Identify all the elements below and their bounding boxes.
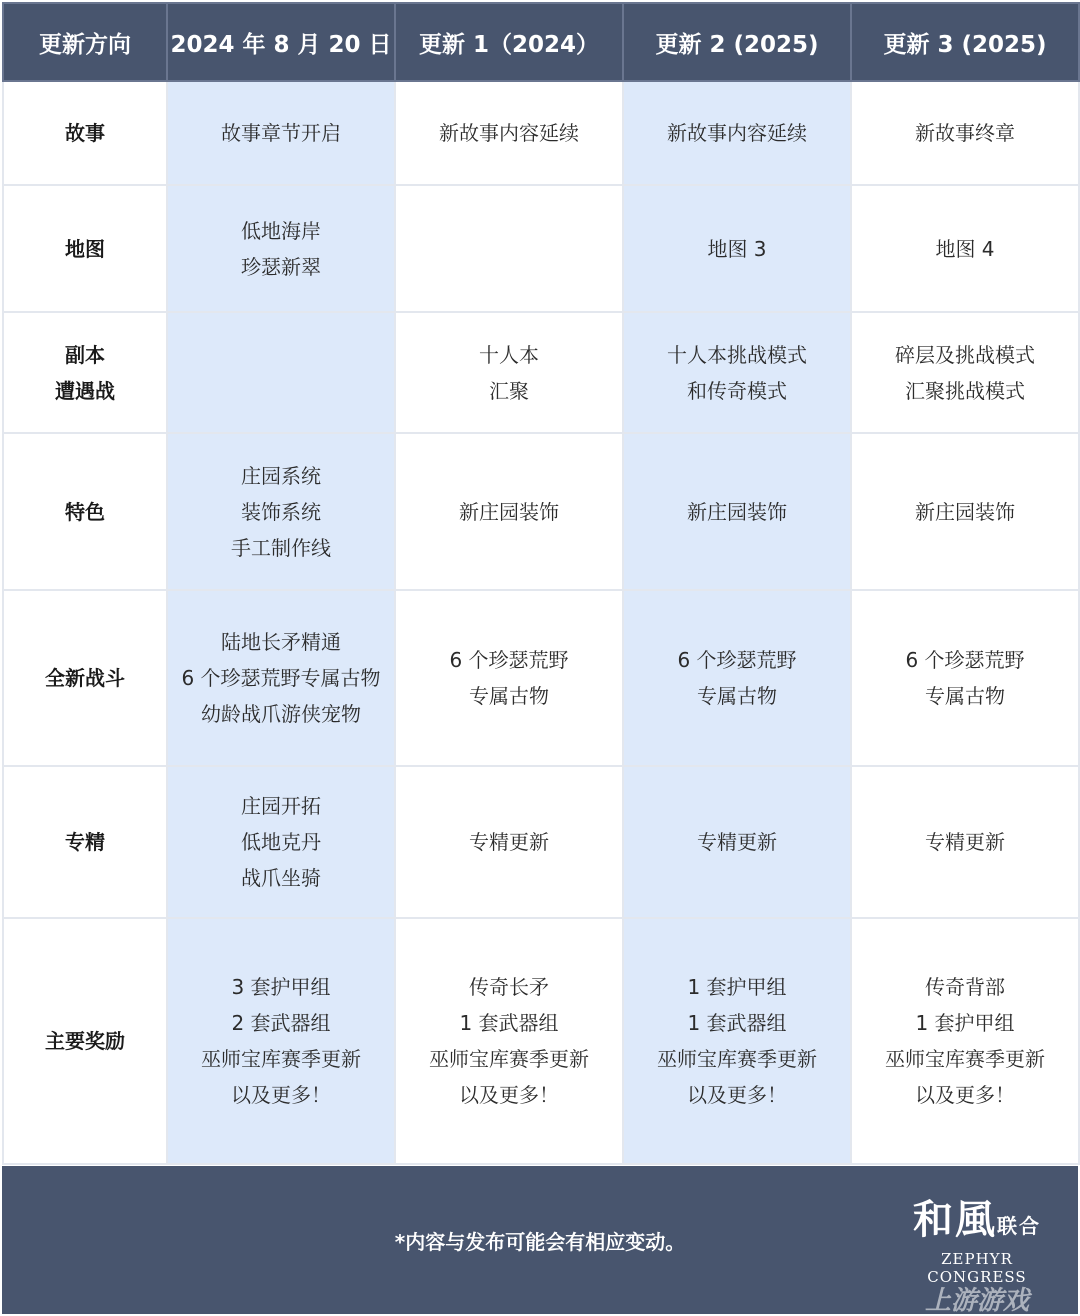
table-cell-launch — [167, 185, 395, 312]
cell-line: 3 套护甲组 — [231, 975, 331, 999]
cell-line: 地图 3 — [707, 236, 767, 261]
table-cell-update-2 — [623, 766, 851, 918]
table-cell-update-1 — [395, 81, 623, 185]
cell-line: 庄园系统 — [241, 463, 321, 488]
header-update-direction: 更新方向 — [3, 3, 167, 81]
footer-bar — [2, 1166, 1078, 1314]
cell-line: 汇聚 — [489, 378, 529, 403]
cell-line: 专精更新 — [469, 830, 549, 854]
table-cell-update-1 — [395, 918, 623, 1164]
cell-line: 全新战斗 — [45, 666, 125, 690]
cell-line: 新庄园装饰 — [915, 499, 1015, 524]
cell-line: 2 套武器组 — [231, 1011, 331, 1035]
table-row — [3, 918, 1079, 1164]
table-cell-launch — [167, 81, 395, 185]
table-cell-update-3 — [851, 312, 1079, 433]
table-cell-launch — [167, 766, 395, 918]
table-cell-update-1 — [395, 312, 623, 433]
cell-line: 专属古物 — [469, 684, 549, 708]
disclaimer-note: *内容与发布可能会有相应变动。 — [394, 1230, 686, 1254]
cell-line: 专精 — [65, 830, 105, 854]
cell-line: 幼龄战爪游侠宠物 — [201, 702, 361, 726]
cell-line: 巫师宝库赛季更新 — [429, 1047, 589, 1071]
cell-line: 专属古物 — [925, 684, 1005, 708]
cell-line: 1 套武器组 — [459, 1011, 559, 1035]
row-category-label — [3, 918, 167, 1164]
table-cell-launch — [167, 312, 395, 433]
table-cell-update-3 — [851, 766, 1079, 918]
table-row — [3, 766, 1079, 918]
cell-line: 1 套武器组 — [687, 1011, 787, 1035]
cell-line: 新庄园装饰 — [459, 499, 559, 524]
cell-line: 新故事内容延续 — [667, 121, 807, 145]
cell-line: 传奇长矛 — [469, 975, 549, 999]
cell-line: 新庄园装饰 — [687, 499, 787, 524]
cell-line: 以及更多！ — [915, 1083, 1015, 1107]
cell-line: 专精更新 — [697, 830, 777, 854]
cell-line: 1 套护甲组 — [687, 975, 787, 999]
table-cell-update-3 — [851, 590, 1079, 766]
row-category-label — [3, 312, 167, 433]
table-cell-update-3 — [851, 81, 1079, 185]
table-header — [3, 3, 1079, 81]
cell-line: 新故事终章 — [915, 121, 1015, 145]
header-update-2: 更新 2 (2025) — [623, 3, 851, 81]
cell-line: 低地克丹 — [241, 830, 321, 854]
table-body — [3, 81, 1079, 1164]
table-cell-update-3 — [851, 433, 1079, 590]
cell-line: 手工制作线 — [231, 535, 331, 560]
cell-line: 地图 4 — [935, 236, 995, 261]
row-category-label — [3, 433, 167, 590]
cell-line: 以及更多！ — [687, 1083, 787, 1107]
cell-line: 低地海岸 — [241, 218, 321, 243]
cell-line: 巫师宝库赛季更新 — [201, 1047, 361, 1071]
cell-line: 巫师宝库赛季更新 — [657, 1047, 817, 1071]
table-row — [3, 312, 1079, 433]
cell-line: 碎层及挑战模式 — [895, 342, 1035, 367]
cell-line: 战爪坐骑 — [241, 866, 321, 890]
table-cell-update-2 — [623, 185, 851, 312]
cell-line: 以及更多！ — [231, 1083, 331, 1107]
table-cell-update-3 — [851, 918, 1079, 1164]
watermark-logo: 上游游戏 — [924, 1286, 1029, 1316]
row-category-label — [3, 81, 167, 185]
table-cell-launch — [167, 590, 395, 766]
table-cell-launch — [167, 918, 395, 1164]
table-cell-update-3 — [851, 185, 1079, 312]
table-row — [3, 590, 1079, 766]
table-cell-update-2 — [623, 590, 851, 766]
table-cell-launch — [167, 433, 395, 590]
table-cell-update-2 — [623, 433, 851, 590]
cell-line: 传奇背部 — [925, 975, 1005, 999]
cell-line: 以及更多！ — [459, 1083, 559, 1107]
cell-line: 陆地长矛精通 — [221, 630, 341, 654]
table-cell-update-1 — [395, 590, 623, 766]
cell-line: 新故事内容延续 — [439, 121, 579, 145]
cell-line: 故事章节开启 — [221, 121, 341, 145]
cell-line: 6 个珍瑟荒野 — [677, 648, 797, 672]
cell-line: 专精更新 — [925, 830, 1005, 854]
row-category-label — [3, 185, 167, 312]
row-category-label — [3, 590, 167, 766]
header-update-3: 更新 3 (2025) — [851, 3, 1079, 81]
cell-line: 故事 — [65, 121, 105, 145]
cell-line: 专属古物 — [697, 684, 777, 708]
header-row — [3, 3, 1079, 81]
logo-chinese: 和風联合 — [913, 1196, 1041, 1243]
cell-line: 6 个珍瑟荒野 — [449, 648, 569, 672]
table-cell-update-1 — [395, 766, 623, 918]
cell-line: 6 个珍瑟荒野专属古物 — [181, 666, 381, 690]
table-row — [3, 81, 1079, 185]
roadmap-table — [2, 2, 1080, 1165]
cell-line: 6 个珍瑟荒野 — [905, 648, 1025, 672]
cell-line: 庄园开拓 — [241, 794, 321, 818]
cell-line: 地图 — [65, 236, 105, 261]
cell-line: 副本 — [65, 342, 105, 367]
cell-line: 巫师宝库赛季更新 — [885, 1047, 1045, 1071]
table-row — [3, 185, 1079, 312]
cell-line: 和传奇模式 — [687, 378, 787, 403]
cell-line: 十人本挑战模式 — [667, 342, 807, 367]
header-update-1: 更新 1（2024） — [395, 3, 623, 81]
table-cell-update-1 — [395, 185, 623, 312]
table-cell-update-2 — [623, 81, 851, 185]
table-cell-update-2 — [623, 312, 851, 433]
cell-line: 十人本 — [479, 342, 539, 367]
table-cell-update-1 — [395, 433, 623, 590]
cell-line: 1 套护甲组 — [915, 1011, 1015, 1035]
row-category-label — [3, 766, 167, 918]
cell-line: 特色 — [65, 499, 105, 524]
cell-line: 汇聚挑战模式 — [905, 378, 1025, 403]
cell-line: 主要奖励 — [45, 1029, 125, 1053]
cell-line: 珍瑟新翠 — [241, 254, 321, 279]
cell-line: 遭遇战 — [55, 378, 115, 403]
cell-line: 装饰系统 — [241, 499, 321, 524]
header-launch-date: 2024 年 8 月 20 日 — [167, 3, 395, 81]
zephyr-congress-logo — [892, 1196, 1062, 1316]
logo-english: ZEPHYR CONGRESS — [927, 1250, 1027, 1286]
table-cell-update-2 — [623, 918, 851, 1164]
table-row — [3, 433, 1079, 590]
